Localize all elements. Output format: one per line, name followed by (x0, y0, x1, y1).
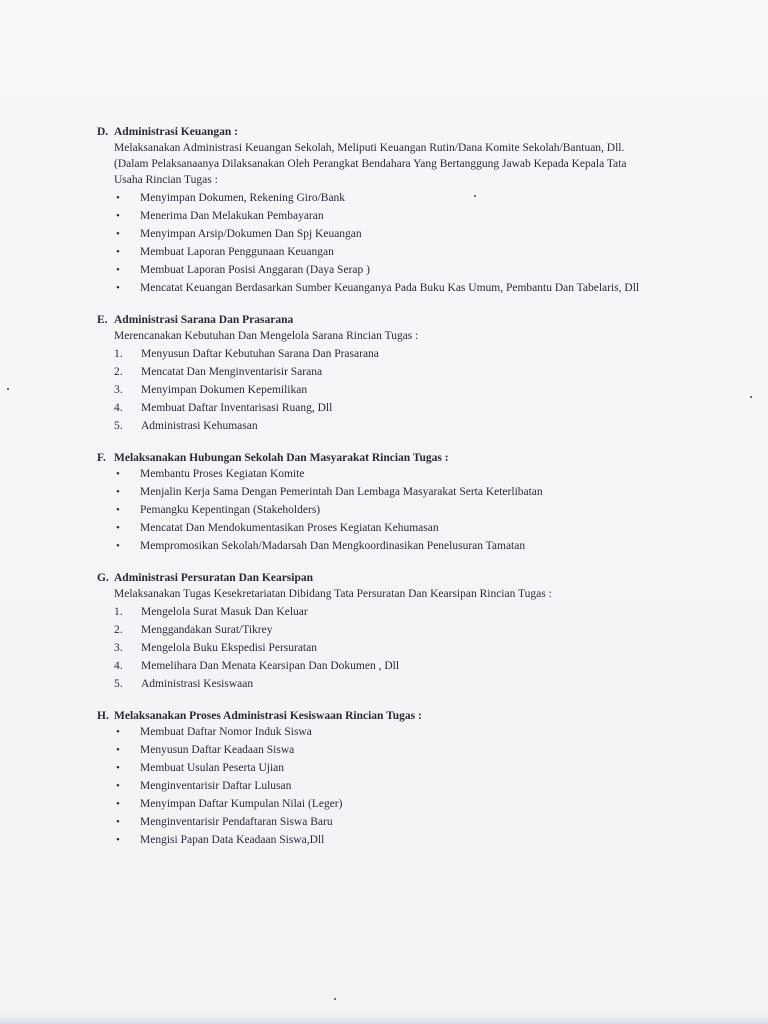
section-f (97, 450, 657, 554)
section-h (97, 708, 657, 848)
item-text: Mencatat Dan Menginventarisir Sarana (141, 366, 323, 378)
list-item (114, 622, 657, 638)
list-item: • Membantu Proses Kegiatan Komite (114, 466, 657, 482)
item-text: Administrasi Kehumasan (141, 420, 258, 432)
item-number: 1. (114, 606, 123, 618)
item-text: Menggandakan Surat/Tikrey (141, 624, 273, 636)
list-item: • Menyimpan Dokumen, Rekening Giro/Bank (114, 190, 657, 206)
list-item (114, 382, 657, 398)
section-letter: H. (97, 710, 109, 722)
list-item: • Mencatat Keuangan Berdasarkan Sumber Keuanganya Pada Buku Kas Umum, Pembantu Dan Tabelaris, Dll (114, 280, 657, 296)
section-title: Melaksanakan Hubungan Sekolah Dan Masyarakat Rincian Tugas : (114, 452, 449, 464)
section-heading (97, 570, 657, 586)
section-e (97, 312, 657, 434)
item-number: 2. (114, 366, 123, 378)
section-description: Melaksanakan Administrasi Keuangan Sekolah, Meliputi Keuangan Rutin/Dana Komite Sekolah/Bantuan, Dll. (Dalam Pelaksanaanya Dilaksanakan Oleh Perangkat Bendahara Yang Bertanggung Jawab Kepada Kepala Tata Usaha Rincian Tugas : (114, 142, 627, 186)
section-title: Administrasi Persuratan Dan Kearsipan (114, 572, 314, 584)
section-title: Administrasi Sarana Dan Prasarana (114, 314, 294, 326)
section-heading (97, 708, 657, 724)
list-item: • Membuat Laporan Posisi Anggaran (Daya Serap ) (114, 262, 657, 278)
item-number: 4. (114, 660, 123, 672)
scan-edge (0, 1014, 768, 1024)
item-number: 3. (114, 384, 123, 396)
section-letter: G. (97, 572, 109, 584)
list-item (114, 676, 657, 692)
list-item: • Menginventarisir Daftar Lulusan (114, 778, 657, 794)
list-item: • Menginventarisir Pendaftaran Siswa Baru (114, 814, 657, 830)
item-number: 5. (114, 678, 123, 690)
list-item (114, 346, 657, 362)
list-item: • Menyimpan Daftar Kumpulan Nilai (Leger) (114, 796, 657, 812)
list-item (114, 418, 657, 434)
document-content (97, 124, 657, 864)
section-d (97, 124, 657, 296)
item-number: 1. (114, 348, 123, 360)
list-item: • Membuat Usulan Peserta Ujian (114, 760, 657, 776)
item-text: Mengelola Surat Masuk Dan Keluar (141, 606, 308, 618)
list-item: • Membuat Laporan Penggunaan Keuangan (114, 244, 657, 260)
task-list (97, 724, 657, 848)
section-title: Administrasi Keuangan : (114, 126, 238, 138)
list-item (114, 400, 657, 416)
item-number: 2. (114, 624, 123, 636)
section-g (97, 570, 657, 692)
list-item (114, 604, 657, 620)
section-heading (97, 450, 657, 466)
section-letter: F. (97, 452, 106, 464)
item-number: 3. (114, 642, 123, 654)
task-list (97, 190, 657, 296)
item-text: Mengelola Buku Ekspedisi Persuratan (141, 642, 317, 654)
list-item: • Membuat Daftar Nomor Induk Siswa (114, 724, 657, 740)
section-letter: D. (97, 126, 109, 138)
section-description: Merencanakan Kebutuhan Dan Mengelola Sarana Rincian Tugas : (114, 330, 419, 342)
section-letter: E. (97, 314, 108, 326)
list-item: • Mencatat Dan Mendokumentasikan Proses Kegiatan Kehumasan (114, 520, 657, 536)
task-list (97, 466, 657, 554)
scan-speck (7, 388, 9, 390)
scan-speck (334, 998, 336, 1000)
list-item: • Menyusun Daftar Keadaan Siswa (114, 742, 657, 758)
list-item: • Menjalin Kerja Sama Dengan Pemerintah Dan Lembaga Masyarakat Serta Keterlibatan (114, 484, 657, 500)
item-text: Membuat Daftar Inventarisasi Ruang, Dll (141, 402, 333, 414)
list-item (114, 658, 657, 674)
section-heading (97, 312, 657, 328)
item-number: 4. (114, 402, 123, 414)
scan-speck (750, 396, 752, 398)
task-list (97, 346, 657, 434)
item-text: Menyimpan Dokumen Kepemilikan (141, 384, 308, 396)
list-item: • Menyimpan Arsip/Dokumen Dan Spj Keuangan (114, 226, 657, 242)
item-text: Menyusun Daftar Kebutuhan Sarana Dan Prasarana (141, 348, 379, 360)
scan-speck (474, 195, 476, 197)
item-text: Memelihara Dan Menata Kearsipan Dan Dokumen , Dll (141, 660, 400, 672)
list-item: • Mengisi Papan Data Keadaan Siswa,Dll (114, 832, 657, 848)
section-description: Melaksanakan Tugas Kesekretariatan Dibidang Tata Persuratan Dan Kearsipan Rincian Tugas : (114, 588, 552, 600)
section-title: Melaksanakan Proses Administrasi Kesiswaan Rincian Tugas : (114, 710, 422, 722)
item-number: 5. (114, 420, 123, 432)
item-text: Administrasi Kesiswaan (141, 678, 254, 690)
list-item: • Mempromosikan Sekolah/Madarsah Dan Mengkoordinasikan Penelusuran Tamatan (114, 538, 657, 554)
list-item (114, 364, 657, 380)
list-item (114, 640, 657, 656)
section-heading (97, 124, 657, 140)
list-item: • Menerima Dan Melakukan Pembayaran (114, 208, 657, 224)
list-item: • Pemangku Kepentingan (Stakeholders) (114, 502, 657, 518)
task-list (97, 604, 657, 692)
